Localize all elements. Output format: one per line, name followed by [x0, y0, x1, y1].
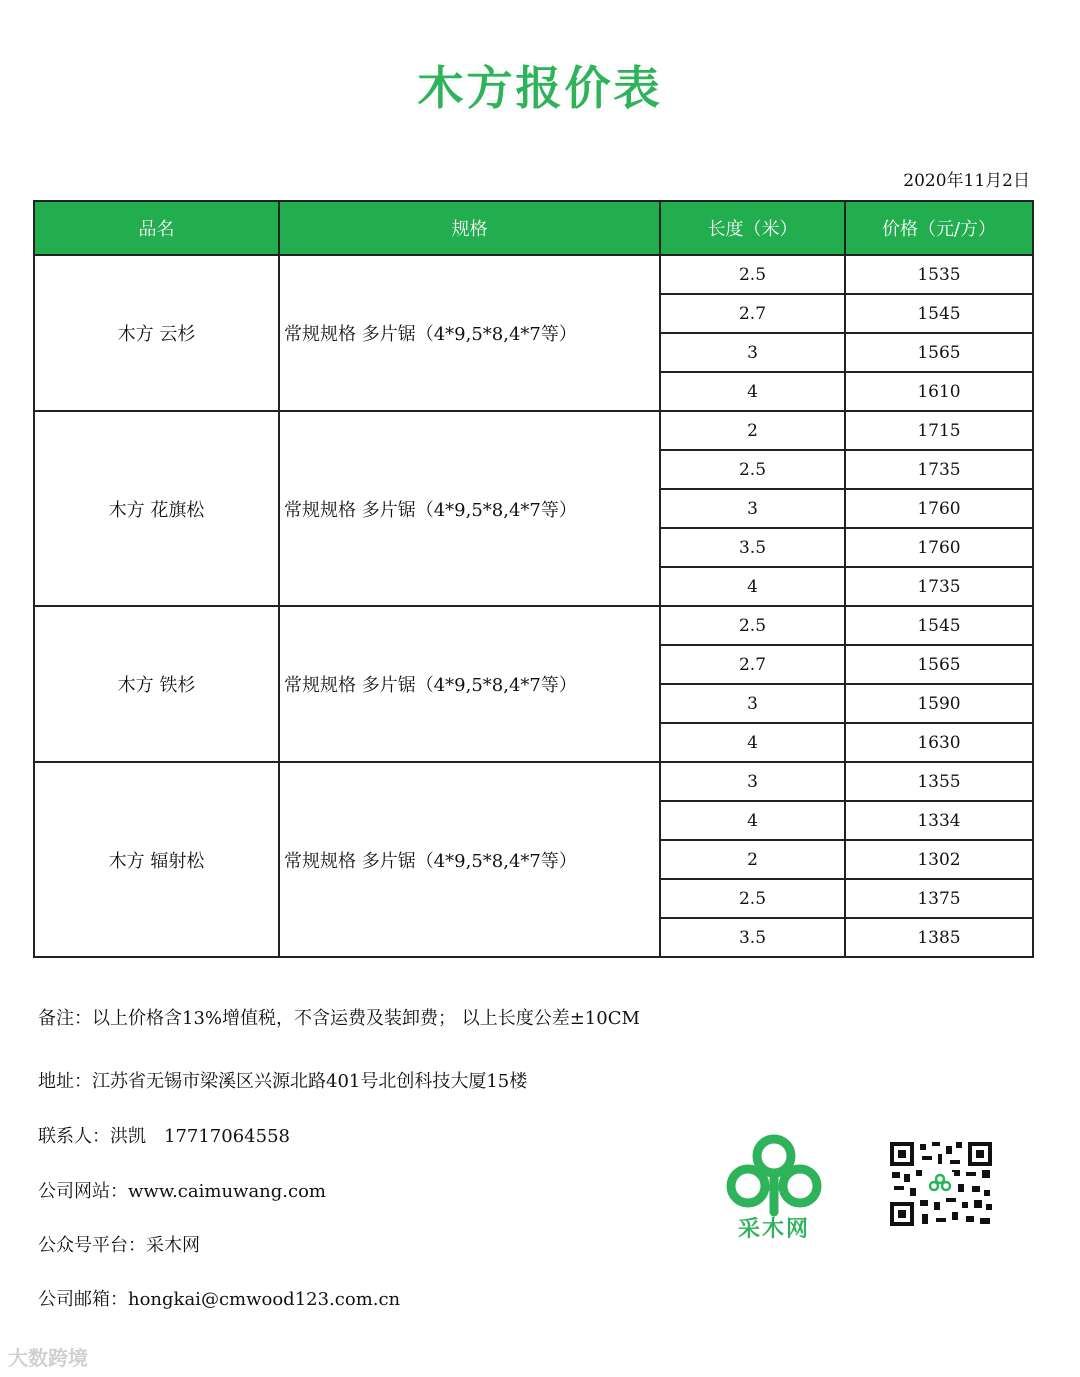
- length-cell: 2.7: [660, 294, 845, 333]
- length-cell: 4: [660, 567, 845, 606]
- company-email[interactable]: 公司邮箱：hongkai@cmwood123.com.cn: [38, 1289, 401, 1310]
- price-cell: 1385: [845, 918, 1033, 957]
- length-cell: 4: [660, 723, 845, 762]
- quote-date: 2020年11月2日: [903, 171, 1030, 191]
- product-name: 木方 云杉: [34, 255, 279, 411]
- price-cell: 1334: [845, 801, 1033, 840]
- product-spec: 常规规格 多片锯（4*9,5*8,4*7等）: [279, 606, 660, 762]
- header-name: 品名: [34, 201, 279, 255]
- length-cell: 3.5: [660, 918, 845, 957]
- price-cell: 1355: [845, 762, 1033, 801]
- product-name: 木方 花旗松: [34, 411, 279, 606]
- table-row: [34, 606, 1033, 645]
- watermark: 大数跨境: [8, 1346, 88, 1370]
- price-notes: 备注：以上价格含13%增值税，不含运费及装卸费； 以上长度公差±10CM: [38, 1008, 640, 1029]
- product-spec: 常规规格 多片锯（4*9,5*8,4*7等）: [279, 762, 660, 957]
- table-header-row: [34, 201, 1033, 255]
- length-cell: 2.5: [660, 606, 845, 645]
- qr-code-icon: [888, 1140, 994, 1228]
- header-spec: 规格: [279, 201, 660, 255]
- price-cell: 1630: [845, 723, 1033, 762]
- price-cell: 1565: [845, 645, 1033, 684]
- length-cell: 2: [660, 411, 845, 450]
- company-website[interactable]: 公司网站：www.caimuwang.com: [38, 1181, 326, 1202]
- price-cell: 1545: [845, 294, 1033, 333]
- page-title: 木方报价表: [417, 61, 663, 115]
- price-table: [33, 200, 1034, 958]
- length-cell: 4: [660, 801, 845, 840]
- price-cell: 1565: [845, 333, 1033, 372]
- price-cell: 1760: [845, 489, 1033, 528]
- length-cell: 2.5: [660, 879, 845, 918]
- length-cell: 2: [660, 840, 845, 879]
- price-cell: 1715: [845, 411, 1033, 450]
- wechat-account: 公众号平台：采木网: [38, 1235, 200, 1256]
- product-spec: 常规规格 多片锯（4*9,5*8,4*7等）: [279, 255, 660, 411]
- company-address: 地址：江苏省无锡市梁溪区兴源北路401号北创科技大厦15楼: [38, 1071, 528, 1092]
- price-cell: 1375: [845, 879, 1033, 918]
- header-price: 价格（元/方）: [845, 201, 1033, 255]
- price-cell: 1302: [845, 840, 1033, 879]
- table-row: [34, 762, 1033, 801]
- table-row: [34, 255, 1033, 294]
- contact-person: 联系人：洪凯 17717064558: [38, 1126, 290, 1147]
- product-spec: 常规规格 多片锯（4*9,5*8,4*7等）: [279, 411, 660, 606]
- length-cell: 2.5: [660, 255, 845, 294]
- header-length: 长度（米）: [660, 201, 845, 255]
- price-cell: 1610: [845, 372, 1033, 411]
- length-cell: 2.7: [660, 645, 845, 684]
- price-cell: 1735: [845, 450, 1033, 489]
- price-cell: 1590: [845, 684, 1033, 723]
- length-cell: 2.5: [660, 450, 845, 489]
- logo-text: 采木网: [737, 1217, 810, 1242]
- price-cell: 1535: [845, 255, 1033, 294]
- length-cell: 3: [660, 684, 845, 723]
- price-cell: 1760: [845, 528, 1033, 567]
- length-cell: 3: [660, 762, 845, 801]
- product-name: 木方 铁杉: [34, 606, 279, 762]
- price-cell: 1735: [845, 567, 1033, 606]
- length-cell: 3: [660, 333, 845, 372]
- length-cell: 3.5: [660, 528, 845, 567]
- product-name: 木方 辐射松: [34, 762, 279, 957]
- price-cell: 1545: [845, 606, 1033, 645]
- table-row: [34, 411, 1033, 450]
- length-cell: 4: [660, 372, 845, 411]
- length-cell: 3: [660, 489, 845, 528]
